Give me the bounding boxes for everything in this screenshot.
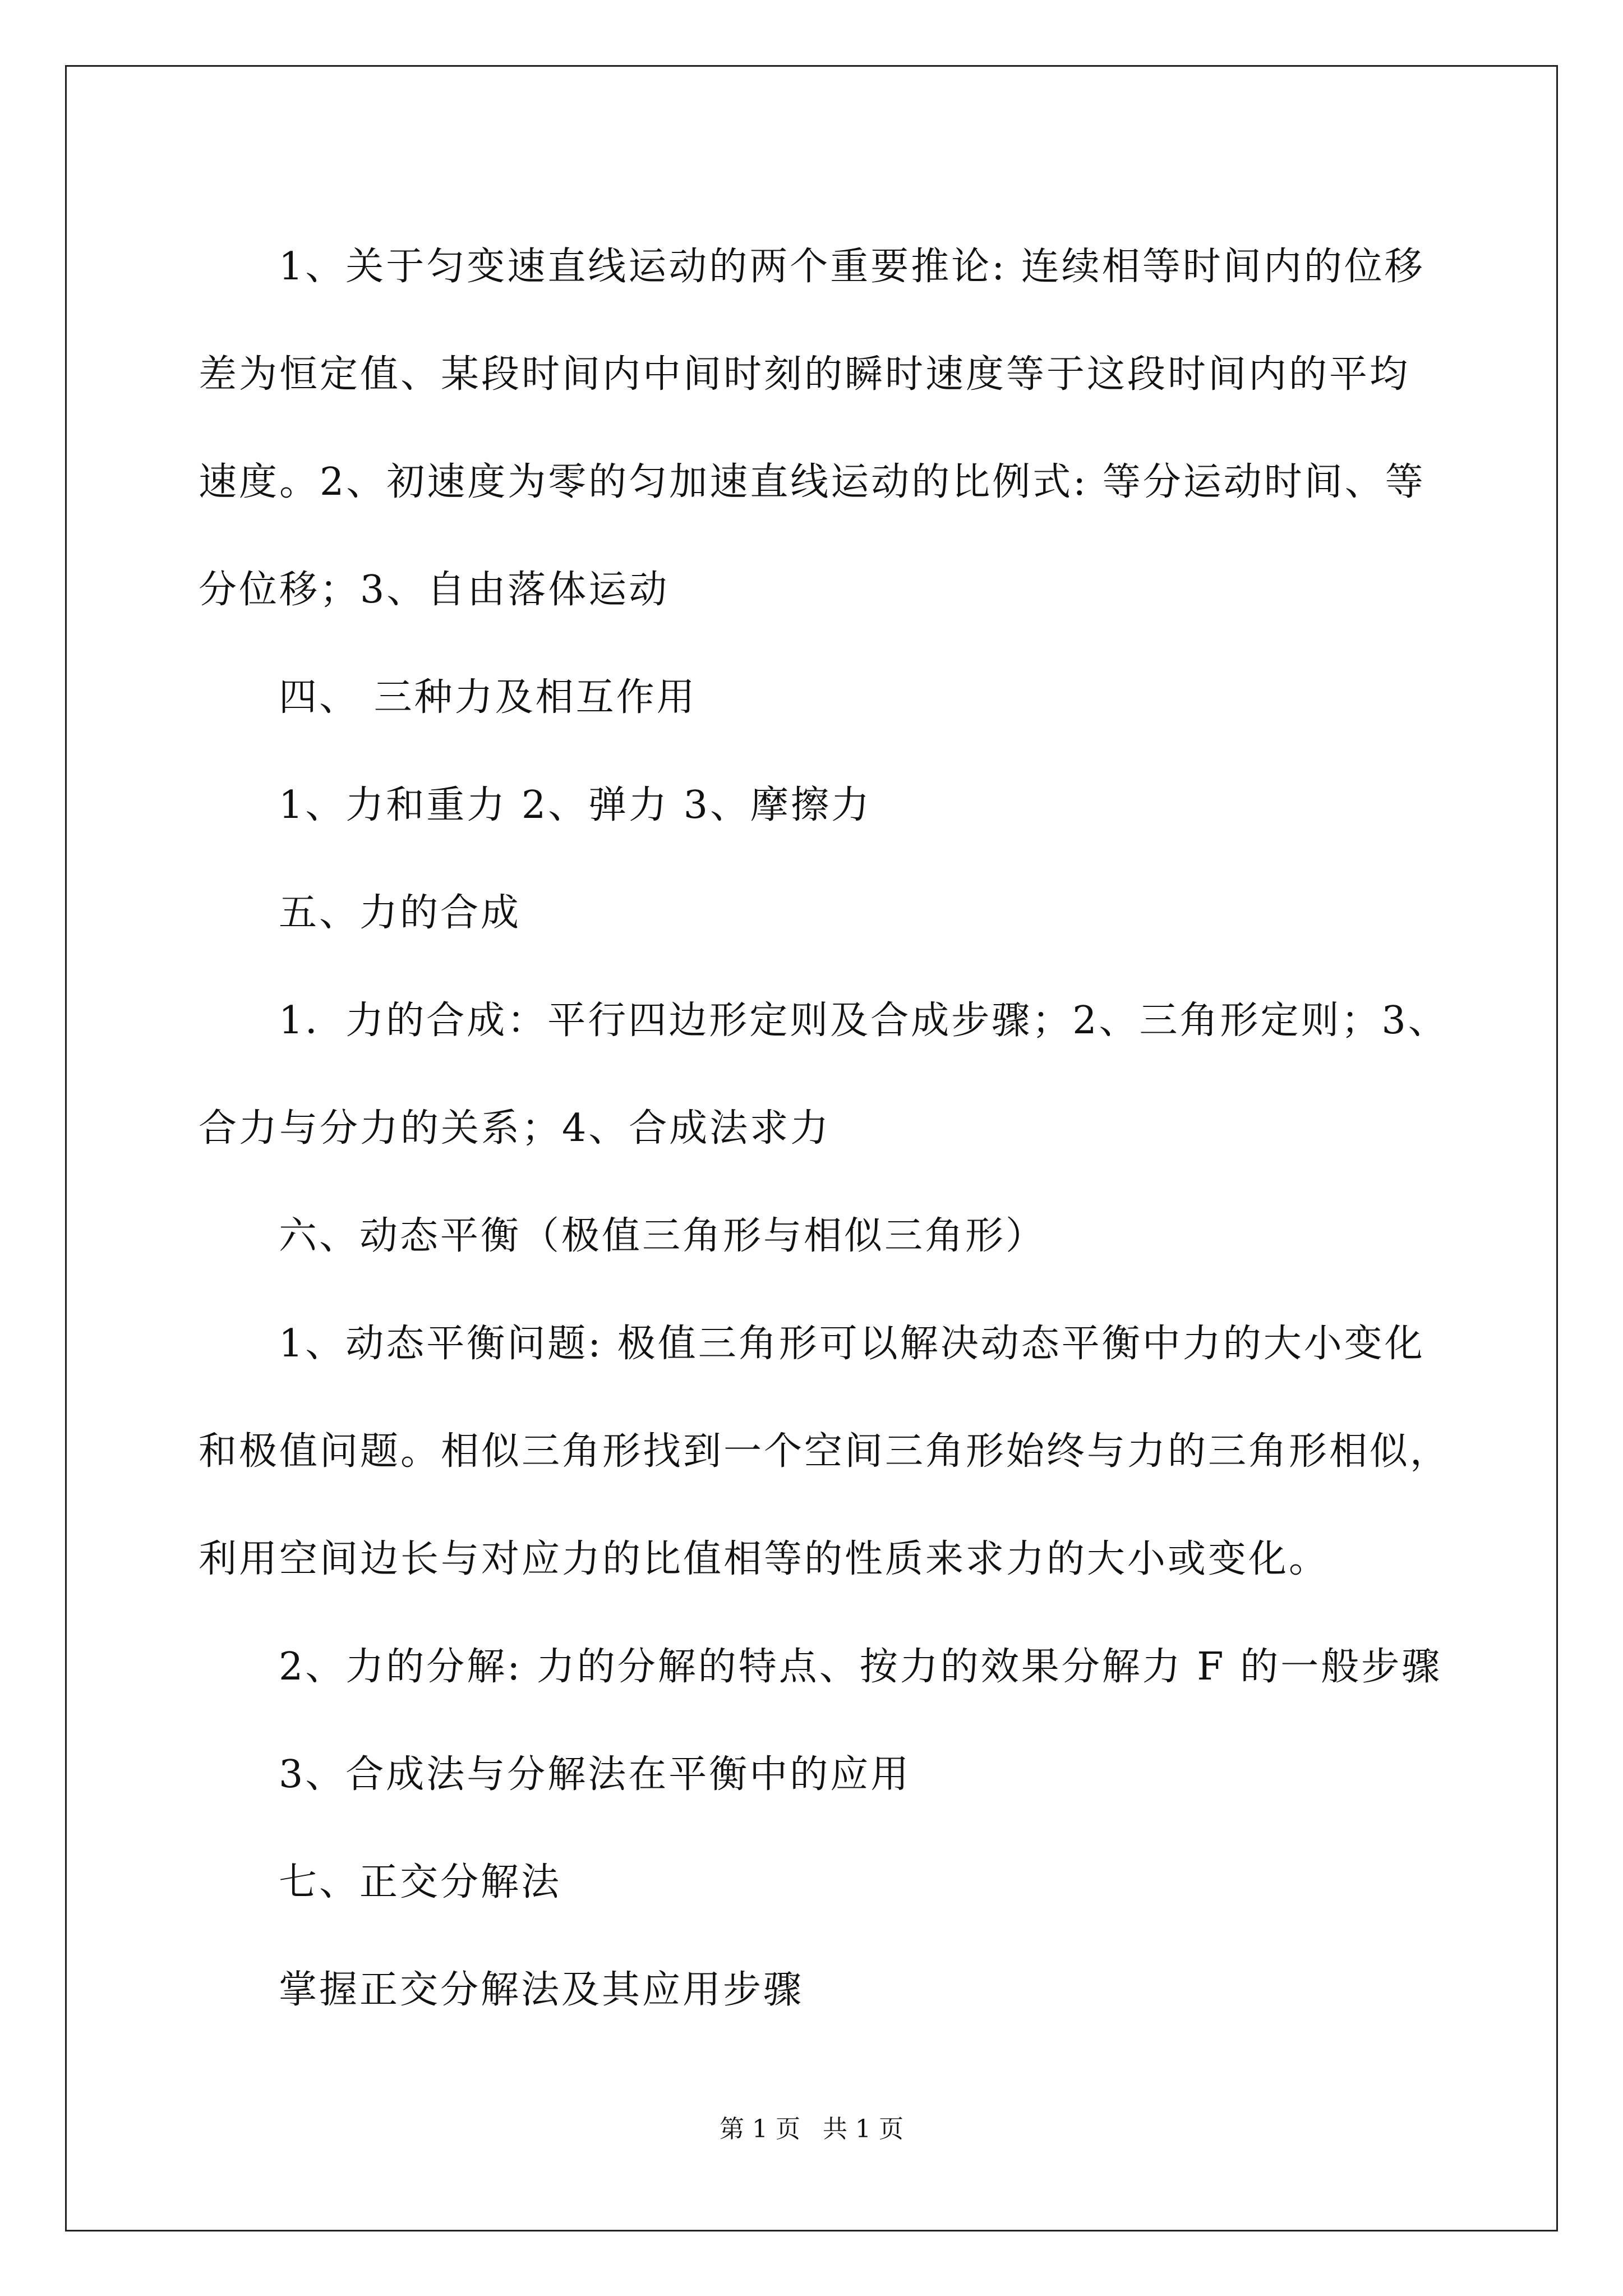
page-number: 第 1 页 — [720, 2115, 800, 2143]
paragraph-line-1: 1、关于匀变速直线运动的两个重要推论: 连续相等时间内的位移 — [279, 245, 1425, 289]
paragraph-line-17: 掌握正交分解法及其应用步骤 — [279, 1968, 804, 2012]
section-heading-six: 六、动态平衡（极值三角形与相似三角形） — [279, 1214, 1046, 1258]
page-total: 共 1 页 — [823, 2115, 903, 2143]
paragraph-line-6: 1、力和重力 2、弹力 3、摩擦力 — [279, 783, 872, 827]
paragraph-line-15: 3、合成法与分解法在平衡中的应用 — [279, 1752, 911, 1797]
page-footer — [0, 2113, 1623, 2146]
section-heading-four: 四、 三种力及相互作用 — [279, 675, 697, 720]
paragraph-line-9: 合力与分力的关系；4、合成法求力 — [199, 1106, 831, 1151]
section-heading-seven: 七、正交分解法 — [279, 1860, 562, 1904]
paragraph-line-8: 1．力的合成：平行四边形定则及合成步骤；2、三角形定则；3、 — [279, 999, 1449, 1043]
paragraph-line-11: 1、动态平衡问题: 极值三角形可以解决动态平衡中力的大小变化 — [279, 1322, 1425, 1366]
paragraph-line-12: 和极值问题。相似三角形找到一个空间三角形始终与力的三角形相似， — [199, 1429, 1451, 1474]
paragraph-line-13: 利用空间边长与对应力的比值相等的性质来求力的大小或变化。 — [199, 1537, 1330, 1581]
section-heading-five: 五、力的合成 — [279, 891, 522, 935]
paragraph-line-4: 分位移；3、自由落体运动 — [199, 568, 670, 612]
paragraph-line-14: 2、力的分解: 力的分解的特点、按力的效果分解力 F 的一般步骤 — [279, 1645, 1442, 1689]
paragraph-line-2: 差为恒定值、某段时间内中间时刻的瞬时速度等于这段时间内的平均 — [199, 352, 1410, 397]
paragraph-line-3: 速度。2、初速度为零的匀加速直线运动的比例式: 等分运动时间、等 — [199, 460, 1426, 504]
document-body — [199, 213, 1451, 2044]
